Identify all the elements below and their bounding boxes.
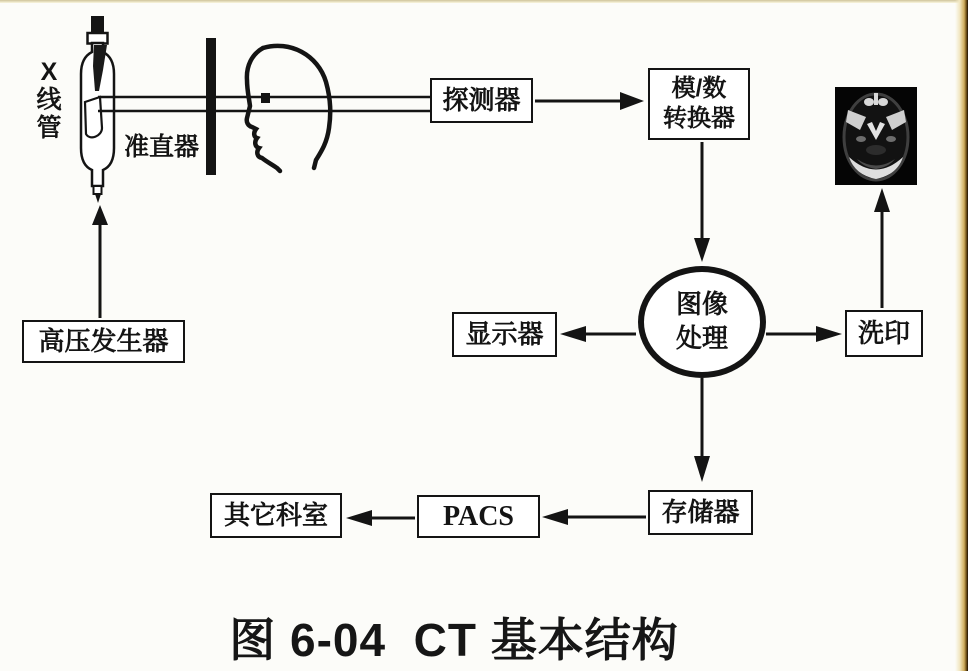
node-film-printer xyxy=(845,310,923,357)
node-image-processing-line2: 处理 xyxy=(675,323,728,353)
figure-caption: 图 6-04 CT 基本结构 xyxy=(229,614,679,666)
head-back-outline xyxy=(263,46,330,168)
xray-tube-label-char1: X xyxy=(40,58,58,86)
xray-tube-label-char2: 线 xyxy=(36,86,62,114)
node-hv-generator-label: 高压发生器 xyxy=(38,326,169,357)
patient-head-outline xyxy=(247,46,331,171)
node-pacs xyxy=(417,495,540,538)
xray-tube-label xyxy=(34,58,64,142)
node-film-printer-label: 洗印 xyxy=(857,318,910,349)
arrow-pacs-to-other-head xyxy=(346,510,372,526)
x-ray-tube-drawing xyxy=(81,16,114,203)
node-other-departments xyxy=(210,493,342,538)
node-hv-generator xyxy=(22,320,185,363)
tube-window xyxy=(85,97,102,137)
arrow-hv-to-tube-head xyxy=(92,205,108,225)
arrow-adc-to-processing-head xyxy=(694,238,710,262)
node-image-processing-line1: 图像 xyxy=(675,289,728,320)
arrow-detector-to-adc-head xyxy=(620,92,644,110)
head-eye-marker xyxy=(261,93,270,103)
tube-tip xyxy=(95,194,101,203)
ct-brain-scan-image xyxy=(835,87,917,185)
node-other-departments-label: 其它科室 xyxy=(223,500,328,531)
node-detector-label: 探测器 xyxy=(442,85,521,116)
collimator-label: 准直器 xyxy=(124,133,200,161)
node-image-processing xyxy=(638,266,766,378)
node-display xyxy=(452,312,557,357)
tube-stem xyxy=(94,186,102,194)
arrow-printer-to-film-head xyxy=(874,188,890,212)
frame-right-edge xyxy=(955,0,968,671)
arrow-processing-to-printer-head xyxy=(816,326,842,342)
arrow-processing-to-display-head xyxy=(560,326,586,342)
xray-tube-label-char3: 管 xyxy=(36,114,62,142)
head-face-outline xyxy=(247,48,280,171)
tube-cap xyxy=(91,16,104,33)
arrow-processing-to-storage-head xyxy=(694,456,710,482)
arrow-storage-to-pacs-head xyxy=(542,509,568,525)
ct-brain-scan-art xyxy=(835,87,917,185)
frame-top-edge xyxy=(0,0,968,3)
node-ad-converter-line1: 模/数 xyxy=(671,75,727,102)
collimator-bar xyxy=(206,38,216,175)
node-display-label: 显示器 xyxy=(465,319,544,350)
node-storage-label: 存储器 xyxy=(661,497,740,528)
node-pacs-label: PACS xyxy=(442,501,515,532)
node-ad-converter-line2: 转换器 xyxy=(663,105,735,132)
node-ad-converter xyxy=(648,68,750,140)
node-detector xyxy=(430,78,533,123)
node-storage xyxy=(648,490,753,535)
